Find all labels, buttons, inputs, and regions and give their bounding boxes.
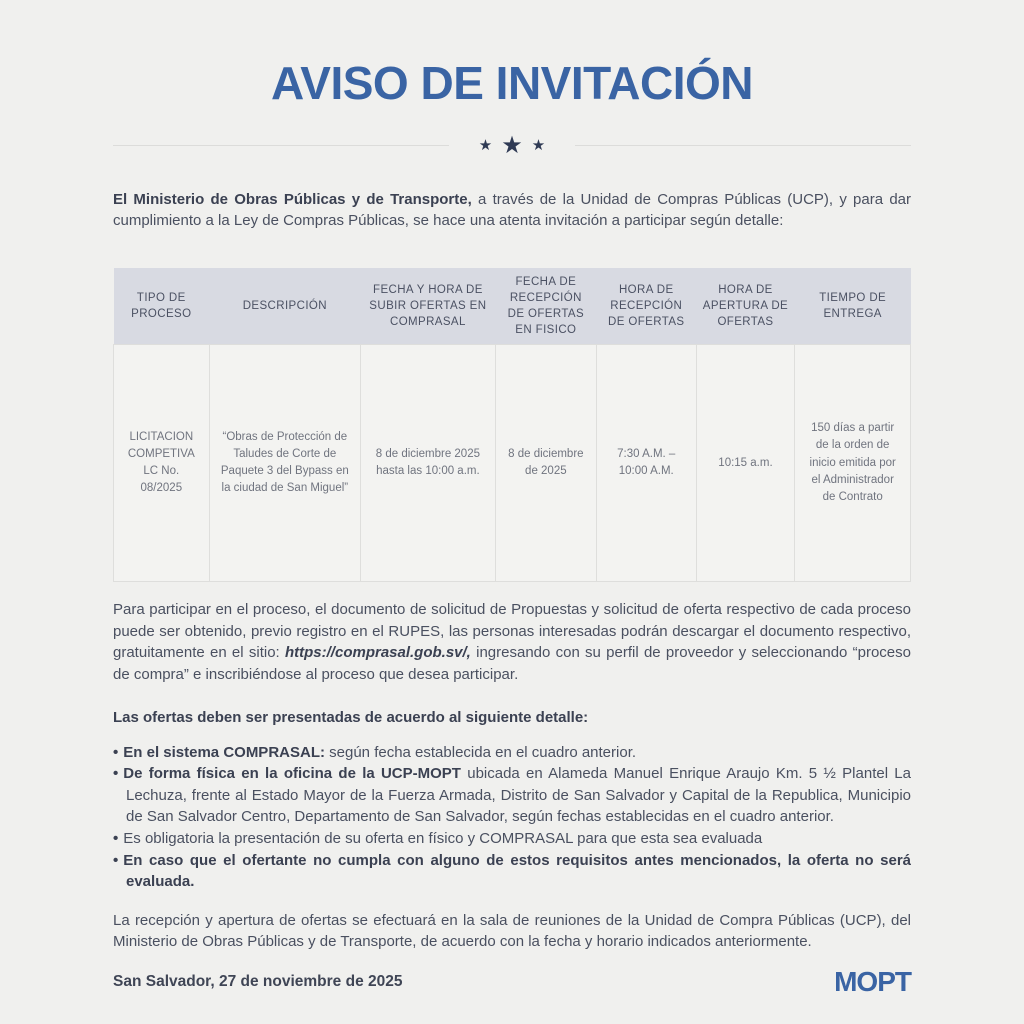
table-row xyxy=(114,345,911,582)
footer-date: San Salvador, 27 de noviembre de 2025 xyxy=(113,973,403,990)
divider-line-left xyxy=(113,145,449,146)
col-header-tipo-de-proceso: TIPO DE PROCESO xyxy=(114,268,210,345)
list-item xyxy=(113,763,911,828)
intro-paragraph xyxy=(113,189,911,232)
bullet-text: según fecha establecida en el cuadro anterior. xyxy=(324,743,637,761)
requirements-list xyxy=(113,742,911,893)
col-header-hora-apertura: HORA DE APERTURA DE OFERTAS xyxy=(696,268,795,345)
col-header-hora-recepcion: HORA DE RECEPCIÓN DE OFERTAS xyxy=(596,268,696,345)
bullet-text: ubicada en Alameda Manuel Enrique Araujo Km. 5 ½ Plantel La Lechuza, frente al Estado Mayor de la Fuerza Armada, Distrito de San Salvador y Capital de la Republica, Municipio de San Salvador Centro, Departamento de San Salvador, según fechas establecidas en el cuadro anterior. xyxy=(126,765,911,826)
bullet-text: Es obligatoria la presentación de su oferta en físico y COMPRASAL para que esta sea evaluada xyxy=(123,829,763,847)
col-header-tiempo-entrega: TIEMPO DE ENTREGA xyxy=(795,268,911,345)
offers-heading: Las ofertas deben ser presentadas de acuerdo al siguiente detalle: xyxy=(113,708,589,726)
col-header-fecha-recepcion-fisico: FECHA DE RECEPCIÓN DE OFERTAS EN FISICO xyxy=(495,268,596,345)
closing-paragraph: La recepción y apertura de ofertas se efectuará en la sala de reuniones de la Unidad de Compra Públicas (UCP), del Ministerio de Obras Públicas y de Transporte, de acuerdo con la fecha y horario indicados anteriormente. xyxy=(113,911,911,951)
page-title: AVISO DE INVITACIÓN xyxy=(270,57,754,109)
star-group xyxy=(449,131,575,159)
col-header-descripcion: DESCRIPCIÓN xyxy=(209,268,360,345)
cell-hora-recepcion: 7:30 A.M. –10:00 A.M. xyxy=(596,345,696,582)
bullet-bold-text: En caso que el ofertante no cumpla con alguno de estos requisitos antes mencionados, la oferta no será evaluada. xyxy=(123,851,911,891)
cell-tiempo-entrega: 150 días a partir de la orden de inicio emitida por el Administrador de Contrato xyxy=(795,345,911,582)
cell-fecha-recepcion-fisico: 8 de diciembre de 2025 xyxy=(495,345,596,582)
list-item xyxy=(113,828,911,850)
star-divider xyxy=(113,133,911,159)
footer xyxy=(113,966,911,998)
mopt-logo: MOPT xyxy=(834,966,911,997)
list-item xyxy=(113,850,911,893)
star-icon: ★ xyxy=(478,137,493,155)
star-icon: ★ xyxy=(501,131,523,159)
star-icon: ★ xyxy=(531,137,546,155)
cell-descripcion: “Obras de Protección de Taludes de Corte de Paquete 3 del Bypass en la ciudad de San Miguel” xyxy=(209,345,360,582)
participation-text-after: ingresando con su perfil de proveedor y seleccionando “proceso de compra” e inscribiéndose al proceso que desea participar. xyxy=(113,644,911,683)
comprasal-url: https://comprasal.gob.sv/, xyxy=(284,644,471,662)
table-header-row xyxy=(114,268,911,345)
list-item xyxy=(113,742,911,764)
col-header-fecha-hora-comprasal: FECHA Y HORA DE SUBIR OFERTAS EN COMPRASAL xyxy=(361,268,496,345)
intro-bold-text: El Ministerio de Obras Públicas y de Transporte, xyxy=(113,190,472,208)
divider-line-right xyxy=(575,145,911,146)
cell-fecha-hora-comprasal: 8 de diciembre 2025 hasta las 10:00 a.m. xyxy=(361,345,496,582)
intro-rest-text: a través de la Unidad de Compras Públicas (UCP), y para dar cumplimiento a la Ley de Compras Públicas, se hace una atenta invitación a participar según detalle: xyxy=(113,190,911,230)
bullet-bold-text: En el sistema COMPRASAL: xyxy=(123,743,325,761)
cell-tipo-de-proceso: LICITACION COMPETIVA LC No. 08/2025 xyxy=(114,345,210,582)
bullet-bold-text: De forma física en la oficina de la UCP-MOPT xyxy=(123,765,461,783)
participation-paragraph xyxy=(113,599,911,685)
cell-hora-apertura: 10:15 a.m. xyxy=(696,345,795,582)
participation-text-before: Para participar en el proceso, el documento de solicitud de Propuestas y solicitud de oferta respectivo de cada proceso puede ser obtenido, previo registro en el RUPES, las personas interesadas podrán descargar el documento respectivo, gratuitamente en el sitio: xyxy=(113,601,911,662)
process-table xyxy=(113,268,911,582)
